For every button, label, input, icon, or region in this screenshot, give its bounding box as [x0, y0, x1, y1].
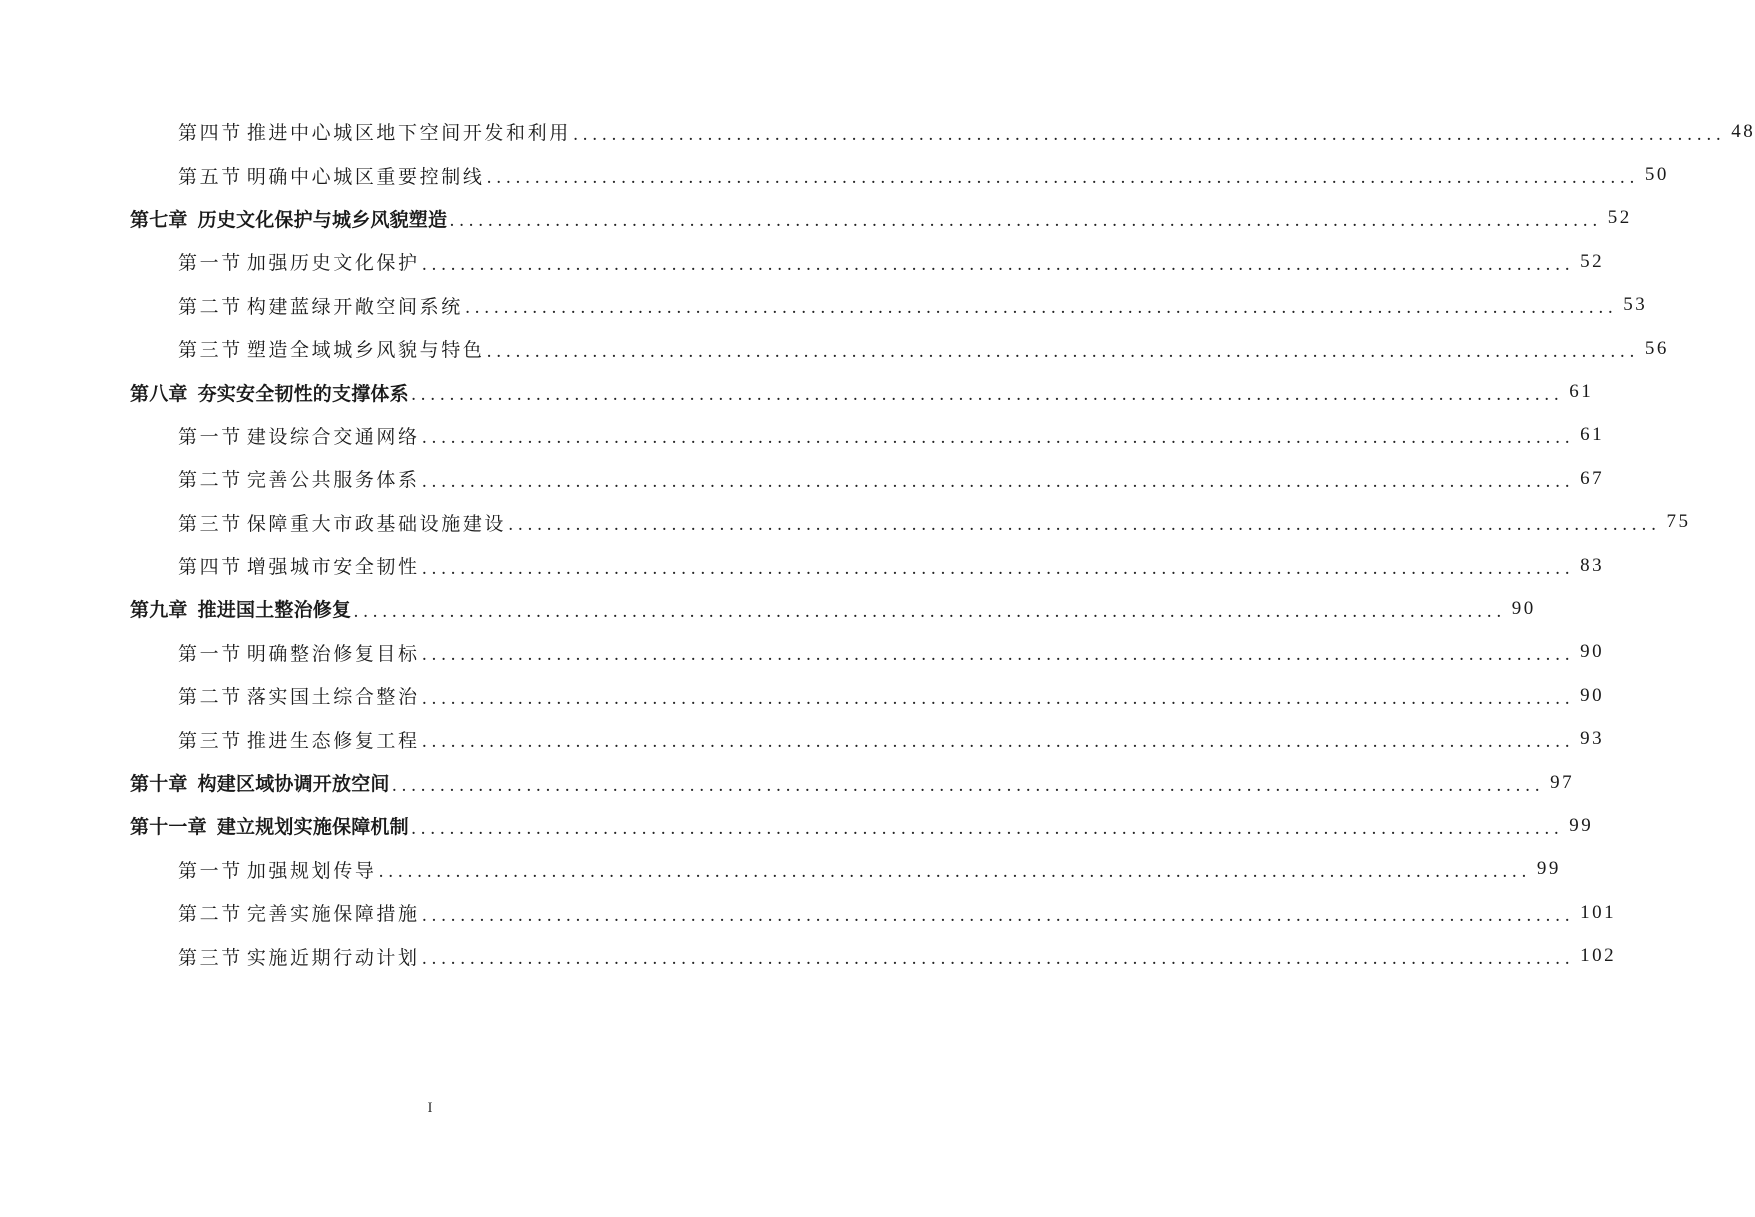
dot-leader: ........................................................................................................................: [421, 732, 1575, 753]
toc-page-number: 48: [1731, 120, 1755, 142]
dot-leader: ........................................................................................................................: [508, 515, 1661, 536]
toc-entry-title: [178, 552, 420, 579]
toc-page-number: 61: [1580, 424, 1605, 446]
section-number: 第一节: [178, 642, 243, 665]
toc-page-number: 53: [1623, 294, 1648, 316]
dot-leader: ........................................................................................................................: [421, 905, 1575, 926]
dot-leader: ........................................................................................................................: [421, 254, 1575, 275]
section-number: 第二节: [178, 903, 243, 926]
toc-entry-title: [130, 595, 351, 622]
section-number: 第一节: [178, 252, 243, 275]
dot-leader: ........................................................................................................................: [421, 688, 1575, 709]
toc-entry-title: [130, 812, 409, 839]
toc-entry-title: [178, 422, 420, 449]
section-title: 落实国土综合整治: [246, 686, 420, 709]
toc-section-entry[interactable]: [178, 717, 1605, 760]
dot-leader: ........................................................................................................................: [378, 862, 1531, 883]
toc-page-number: 101: [1580, 901, 1617, 923]
chapter-title: 推进国土整治修复: [197, 599, 352, 622]
section-title: 建设综合交通网络: [246, 425, 420, 448]
toc-page-number: 97: [1550, 771, 1575, 793]
section-number: 第二节: [178, 295, 243, 318]
toc-section-entry[interactable]: [178, 153, 1669, 196]
section-number: 第三节: [178, 339, 243, 362]
section-number: 第三节: [178, 946, 243, 969]
toc-section-entry[interactable]: [178, 110, 1755, 153]
section-title: 推进中心城区地下空间开发和利用: [246, 122, 571, 145]
section-title: 加强历史文化保护: [246, 252, 420, 275]
chapter-number: 第七章: [130, 208, 188, 231]
section-title: 完善实施保障措施: [246, 903, 420, 926]
section-title: 推进生态修复工程: [246, 729, 420, 752]
section-title: 明确整治修复目标: [246, 642, 420, 665]
page-folio: I: [427, 1100, 433, 1116]
toc-entry-title: [178, 335, 484, 362]
dot-leader: ........................................................................................................................: [410, 818, 1564, 839]
dot-leader: ........................................................................................................................: [421, 558, 1575, 579]
toc-section-entry[interactable]: [178, 544, 1605, 587]
section-number: 第二节: [178, 686, 243, 709]
toc-page-number: 50: [1644, 164, 1669, 186]
toc-entry-title: [130, 205, 447, 232]
toc-page-number: 67: [1580, 467, 1605, 489]
section-number: 第五节: [178, 165, 243, 188]
toc-entry-title: [130, 769, 390, 796]
section-title: 构建蓝绿开敞空间系统: [246, 295, 463, 318]
toc-chapter-entry[interactable]: [130, 804, 1594, 847]
dot-leader: ........................................................................................................................: [421, 428, 1575, 449]
toc-page-number: 52: [1580, 250, 1605, 272]
section-number: 第三节: [178, 512, 243, 535]
toc-page-number: 99: [1569, 814, 1594, 836]
dot-leader: ........................................................................................................................: [353, 601, 1506, 622]
section-title: 完善公共服务体系: [246, 469, 420, 492]
toc-chapter-entry[interactable]: [130, 587, 1536, 630]
toc-entry-title: [178, 465, 420, 492]
chapter-title: 建立规划实施保障机制: [216, 816, 409, 839]
toc-entry-title: [178, 509, 506, 536]
toc-entry-title: [178, 162, 484, 189]
toc-chapter-entry[interactable]: [130, 370, 1594, 413]
section-title: 明确中心城区重要控制线: [246, 165, 485, 188]
toc-entry-title: [178, 899, 420, 926]
toc-entry-title: [178, 856, 376, 883]
section-title: 实施近期行动计划: [246, 946, 420, 969]
chapter-number: 第十章: [130, 773, 188, 796]
toc-page-number: 75: [1666, 511, 1691, 533]
section-title: 增强城市安全韧性: [246, 556, 420, 579]
toc-section-entry[interactable]: [178, 891, 1617, 934]
toc-section-entry[interactable]: [178, 327, 1669, 370]
section-number: 第三节: [178, 729, 243, 752]
toc-section-entry[interactable]: [178, 674, 1605, 717]
toc-page-number: 56: [1644, 337, 1669, 359]
chapter-title: 历史文化保护与城乡风貌塑造: [197, 208, 448, 231]
dot-leader: ........................................................................................................................: [464, 298, 1618, 319]
toc-page-number: 61: [1569, 381, 1594, 403]
toc-page-number: 83: [1580, 554, 1605, 576]
toc-entry-title: [178, 726, 420, 753]
chapter-number: 第八章: [130, 382, 188, 405]
section-title: 塑造全域城乡风貌与特色: [246, 339, 485, 362]
toc-section-entry[interactable]: [178, 848, 1561, 891]
dot-leader: ........................................................................................................................: [486, 341, 1639, 362]
toc-section-entry[interactable]: [178, 934, 1617, 977]
dot-leader: ........................................................................................................................: [391, 775, 1545, 796]
dot-leader: ........................................................................................................................: [410, 385, 1564, 406]
toc-entry-title: [178, 639, 420, 666]
toc-page-number: 52: [1607, 207, 1632, 229]
toc-page-number: 99: [1536, 858, 1561, 880]
dot-leader: ........................................................................................................................: [421, 949, 1575, 970]
dot-leader: ........................................................................................................................: [572, 124, 1726, 145]
toc-section-entry[interactable]: [178, 457, 1605, 500]
dot-leader: ........................................................................................................................: [421, 645, 1575, 666]
toc-entry-title: [178, 943, 420, 970]
toc-entry-title: [178, 682, 420, 709]
section-number: 第一节: [178, 859, 243, 882]
chapter-number: 第十一章: [130, 816, 207, 839]
toc-entry-title: [130, 379, 409, 406]
toc-page-number: 93: [1580, 728, 1605, 750]
chapter-title: 构建区域协调开放空间: [197, 773, 390, 796]
toc-page-number: 90: [1580, 684, 1605, 706]
section-number: 第一节: [178, 425, 243, 448]
toc-chapter-entry[interactable]: [130, 761, 1575, 804]
toc-page-number: 90: [1580, 641, 1605, 663]
toc-entry-title: [178, 248, 420, 275]
dot-leader: ........................................................................................................................: [486, 168, 1639, 189]
toc-page-number: 102: [1580, 945, 1617, 967]
dot-leader: ........................................................................................................................: [449, 211, 1602, 232]
chapter-title: 夯实安全韧性的支撑体系: [197, 382, 409, 405]
section-number: 第四节: [178, 122, 243, 145]
toc-page-number: 90: [1511, 597, 1536, 619]
section-number: 第二节: [178, 469, 243, 492]
toc-section-entry[interactable]: [178, 631, 1605, 674]
section-title: 加强规划传导: [246, 859, 377, 882]
chapter-number: 第九章: [130, 599, 188, 622]
table-of-contents: [0, 110, 1755, 978]
section-title: 保障重大市政基础设施建设: [246, 512, 507, 535]
dot-leader: ........................................................................................................................: [421, 471, 1575, 492]
section-number: 第四节: [178, 556, 243, 579]
toc-section-entry[interactable]: [178, 414, 1605, 457]
toc-entry-title: [178, 292, 463, 319]
toc-section-entry[interactable]: [178, 240, 1605, 283]
toc-section-entry[interactable]: [178, 284, 1648, 327]
toc-section-entry[interactable]: [178, 501, 1691, 544]
toc-chapter-entry[interactable]: [130, 197, 1632, 240]
toc-entry-title: [178, 118, 571, 145]
